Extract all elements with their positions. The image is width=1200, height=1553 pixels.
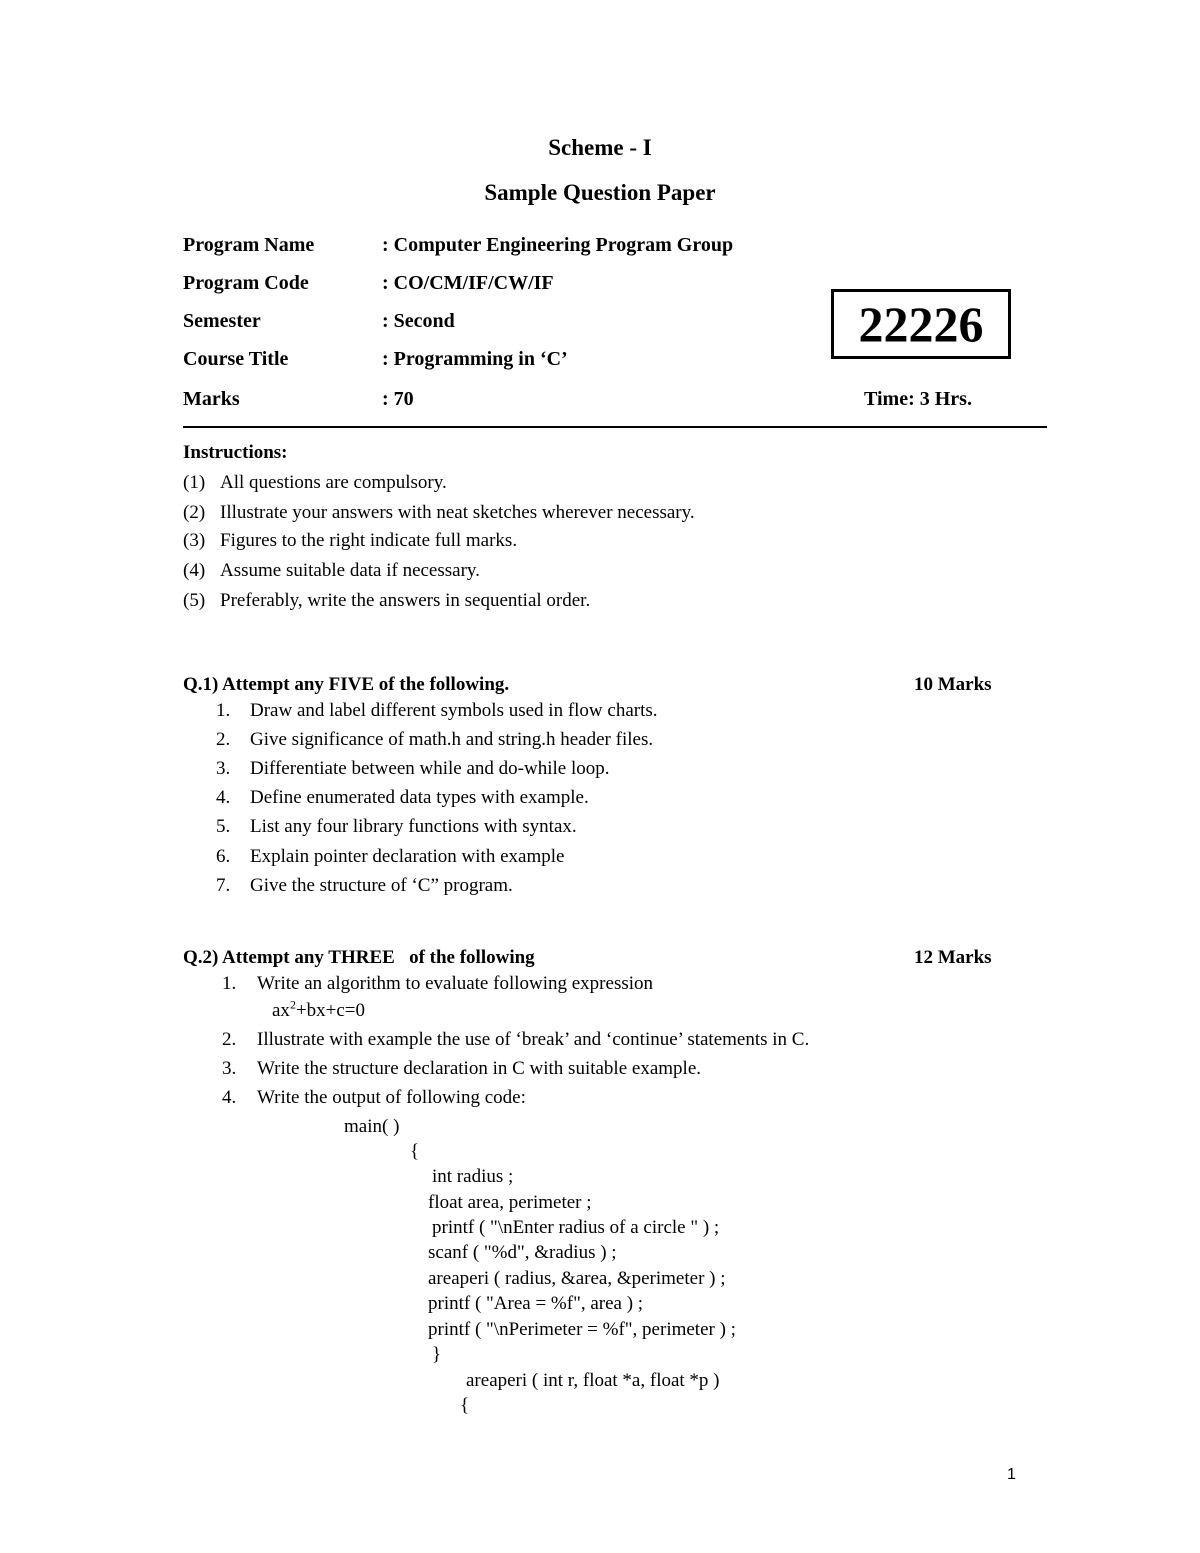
- question-text: Give the structure of ‘C” program.: [250, 875, 513, 896]
- question-text: Write the structure declaration in C with suitable example.: [257, 1058, 702, 1079]
- q1-marks: 10 Marks: [914, 674, 992, 695]
- program-code-label: Program Code: [183, 272, 309, 294]
- header-divider: [183, 426, 1047, 428]
- marks-value: : 70: [382, 388, 414, 410]
- question-text: Illustrate with example the use of ‘break’ and ‘continue’ statements in C.: [257, 1029, 810, 1050]
- code-line: {: [460, 1395, 470, 1416]
- question-number: 2.: [216, 729, 231, 750]
- semester-value: : Second: [382, 310, 455, 332]
- q1-heading: Q.1) Attempt any FIVE of the following.: [183, 674, 510, 695]
- marks-label: Marks: [183, 388, 240, 410]
- instruction-number: (5): [183, 590, 206, 611]
- code-line: printf ( "Area = %f", area ) ;: [428, 1293, 644, 1314]
- page-number: 1: [1007, 1466, 1016, 1483]
- code-line: areaperi ( int r, float *a, float *p ): [466, 1370, 720, 1391]
- code-line: printf ( "\nPerimeter = %f", perimeter ) ;: [428, 1319, 736, 1340]
- program-name-value: : Computer Engineering Program Group: [382, 234, 734, 256]
- program-name-label: Program Name: [183, 234, 315, 256]
- code-line: printf ( "\nEnter radius of a circle " ) ;: [432, 1217, 720, 1238]
- expression-exponent: 2: [289, 997, 296, 1012]
- instruction-text: Preferably, write the answers in sequential order.: [220, 590, 591, 611]
- semester-label: Semester: [183, 310, 261, 332]
- question-number: 5.: [216, 816, 231, 837]
- question-text: Give significance of math.h and string.h header files.: [250, 729, 654, 750]
- code-line: areaperi ( radius, &area, &perimeter ) ;: [428, 1268, 726, 1289]
- question-number: 4.: [216, 787, 231, 808]
- instruction-number: (2): [183, 502, 206, 523]
- code-line: }: [432, 1344, 442, 1365]
- question-text: Write the output of following code:: [257, 1087, 526, 1108]
- question-text: Draw and label different symbols used in flow charts.: [250, 700, 658, 721]
- question-text: Define enumerated data types with example.: [250, 787, 589, 808]
- question-number: 4.: [222, 1087, 237, 1108]
- code-line: float area, perimeter ;: [428, 1192, 592, 1213]
- course-title-label: Course Title: [183, 348, 289, 370]
- question-number: 6.: [216, 846, 231, 867]
- paper-title: Sample Question Paper: [484, 180, 716, 205]
- question-number: 1.: [216, 700, 231, 721]
- question-number: 7.: [216, 875, 231, 896]
- q2-heading: Q.2) Attempt any THREE of the following: [183, 947, 535, 968]
- code-line: scanf ( "%d", &radius ) ;: [428, 1242, 617, 1263]
- instruction-text: All questions are compulsory.: [220, 472, 447, 493]
- expression-rest: +bx+c=0: [295, 1000, 366, 1021]
- question-number: 2.: [222, 1029, 237, 1050]
- question-number: 1.: [222, 973, 237, 994]
- question-text: List any four library functions with syntax.: [250, 816, 577, 837]
- instructions-heading: Instructions:: [183, 442, 288, 463]
- code-line: {: [410, 1141, 420, 1162]
- code-line: main( ): [344, 1116, 400, 1137]
- instruction-text: Assume suitable data if necessary.: [220, 560, 480, 581]
- instruction-number: (4): [183, 560, 206, 581]
- instruction-number: (3): [183, 530, 206, 551]
- course-code-box: 22226: [831, 289, 1011, 359]
- program-code-value: : CO/CM/IF/CW/IF: [382, 272, 554, 294]
- question-number: 3.: [216, 758, 231, 779]
- scheme-title: Scheme - I: [548, 135, 652, 160]
- instruction-text: Illustrate your answers with neat sketches wherever necessary.: [220, 502, 695, 523]
- expression-base: ax: [272, 1000, 290, 1021]
- question-text: Write an algorithm to evaluate following expression: [257, 973, 654, 994]
- instruction-number: (1): [183, 472, 206, 493]
- instruction-text: Figures to the right indicate full marks.: [220, 530, 518, 551]
- code-line: int radius ;: [432, 1166, 514, 1187]
- question-text: Differentiate between while and do-while loop.: [250, 758, 610, 779]
- course-title-value: : Programming in ‘C’: [382, 348, 568, 370]
- question-text: Explain pointer declaration with example: [250, 846, 565, 867]
- exam-time: Time: 3 Hrs.: [864, 388, 972, 410]
- quadratic-expression: [272, 997, 366, 1022]
- q2-marks: 12 Marks: [914, 947, 992, 968]
- question-number: 3.: [222, 1058, 237, 1079]
